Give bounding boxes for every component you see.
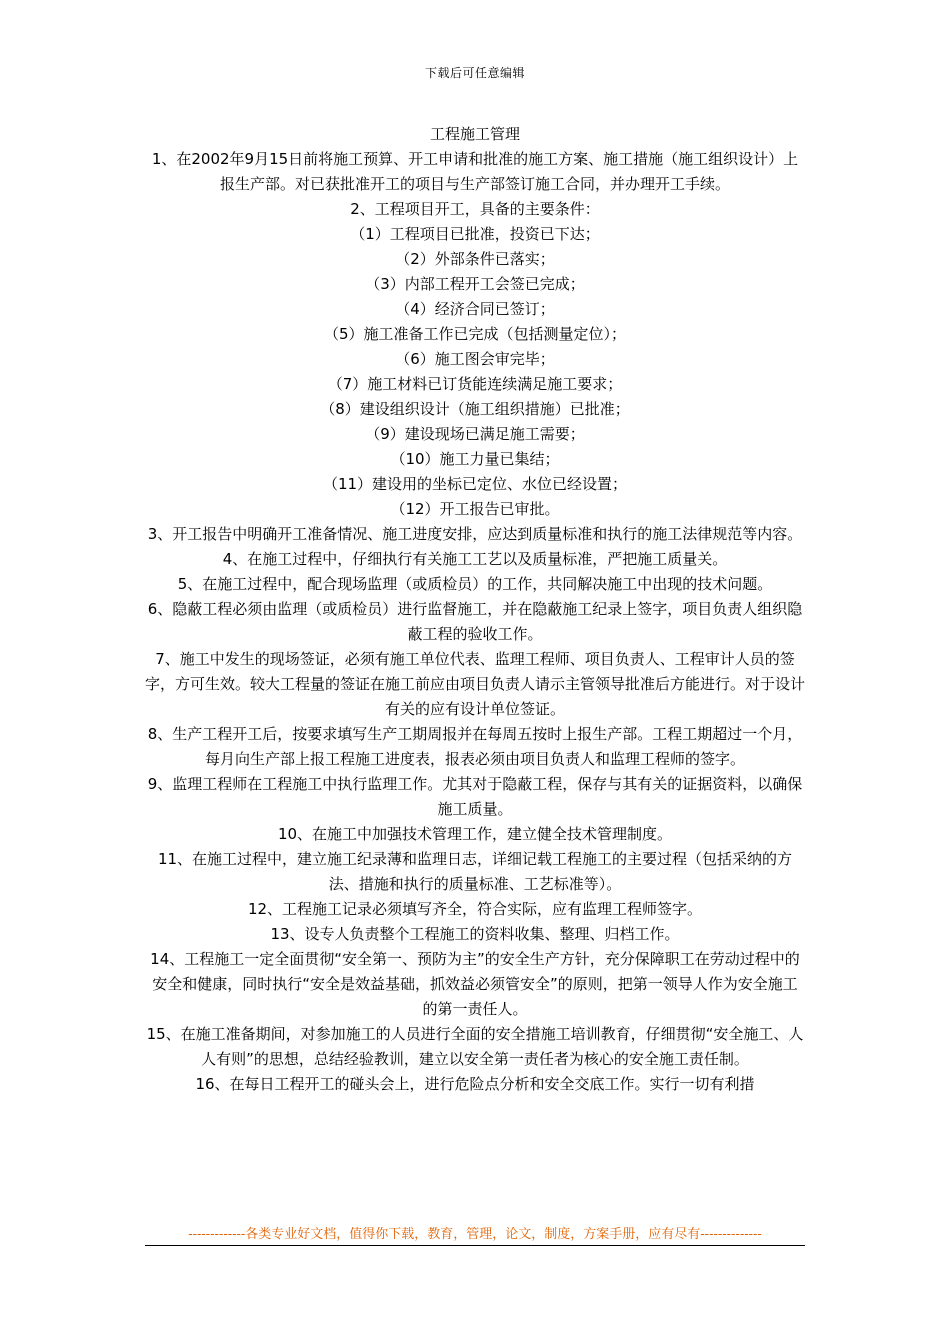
paragraph: 16、在每日工程开工的碰头会上，进行危险点分析和安全交底工作。实行一切有利措 (195, 1075, 755, 1093)
page-header: 下载后可任意编辑 (424, 66, 525, 80)
page-footer-banner: -------------各类专业好文档，值得你下载，教育，管理，论文，制度，方案手册，应有尽有-------------- (188, 1227, 762, 1242)
paragraph: （2）外部条件已落实； (395, 250, 555, 268)
paragraph: （11）建设用的坐标已定位、水位已经设置； (322, 475, 628, 493)
paragraph: （7）施工材料已订货能连续满足施工要求； (327, 375, 623, 393)
paragraph: （9）建设现场已满足施工需要； (365, 425, 585, 443)
paragraph: （5）施工准备工作已完成（包括测量定位）； (323, 325, 627, 343)
paragraph: 14、工程施工一定全面贯彻“安全第一、预防为主”的安全生产方针，充分保障职工在劳动过程中的安全和健康，同时执行“安全是效益基础，抓效益必须管安全”的原则，把第一领导人作为安全施工的第一责任人。 (150, 950, 800, 1018)
paragraph: 15、在施工准备期间，对参加施工的人员进行全面的安全措施工培训教育，仔细贯彻“安全施工、人人有则”的思想，总结经验教训，建立以安全第一责任者为核心的安全施工责任制。 (146, 1025, 804, 1068)
paragraph: （4）经济合同已签订； (395, 300, 555, 318)
paragraph: （8）建设组织设计（施工组织措施）已批准； (320, 400, 630, 418)
paragraph: 6、隐蔽工程必须由监理（或质检员）进行监督施工，并在隐蔽施工纪录上签字，项目负责人组织隐蔽工程的验收工作。 (147, 600, 803, 643)
paragraph: 9、监理工程师在工程施工中执行监理工作。尤其对于隐蔽工程，保存与其有关的证据资料，以确保施工质量。 (147, 775, 803, 818)
document-body (145, 122, 805, 1097)
paragraph: 3、开工报告中明确开工准备情况、施工进度安排，应达到质量标准和执行的施工法律规范等内容。 (147, 525, 803, 543)
paragraph: 7、施工中发生的现场签证，必须有施工单位代表、监理工程师、项目负责人、工程审计人员的签字，方可生效。较大工程量的签证在施工前应由项目负责人请示主管领导批准后方能进行。对于设计有关的应有设计单位签证。 (145, 650, 806, 718)
paragraph: 12、工程施工记录必须填写齐全，符合实际，应有监理工程师签字。 (247, 900, 703, 918)
paragraph: （3）内部工程开工会签已完成； (365, 275, 585, 293)
paragraph: 8、生产工程开工后，按要求填写生产工期周报并在每周五按时上报生产部。工程工期超过一个月，每月向生产部上报工程施工进度表，报表必须由项目负责人和监理工程师的签字。 (147, 725, 803, 768)
paragraph: 4、在施工过程中，仔细执行有关施工工艺以及质量标准，严把施工质量关。 (222, 550, 728, 568)
footer-rule (145, 1245, 805, 1246)
paragraph: 1、在2002年9月15日前将施工预算、开工申请和批准的施工方案、施工措施（施工组织设计）上报生产部。对已获批准开工的项目与生产部签订施工合同，并办理开工手续。 (151, 150, 799, 193)
paragraph: 5、在施工过程中，配合现场监理（或质检员）的工作，共同解决施工中出现的技术问题。 (177, 575, 773, 593)
paragraph-list (145, 147, 805, 1097)
paragraph: 2、工程项目开工，具备的主要条件： (350, 200, 600, 218)
document-title: 工程施工管理 (429, 125, 520, 143)
paragraph: （6）施工图会审完毕； (395, 350, 555, 368)
paragraph: 11、在施工过程中，建立施工纪录薄和监理日志，详细记载工程施工的主要过程（包括采纳的方法、措施和执行的质量标准、工艺标准等）。 (157, 850, 793, 893)
paragraph: （12）开工报告已审批。 (390, 500, 560, 518)
paragraph: （1）工程项目已批准，投资已下达； (350, 225, 600, 243)
paragraph: 13、设专人负责整个工程施工的资料收集、整理、归档工作。 (270, 925, 680, 943)
paragraph: 10、在施工中加强技术管理工作，建立健全技术管理制度。 (277, 825, 673, 843)
paragraph: （10）施工力量已集结； (390, 450, 560, 468)
